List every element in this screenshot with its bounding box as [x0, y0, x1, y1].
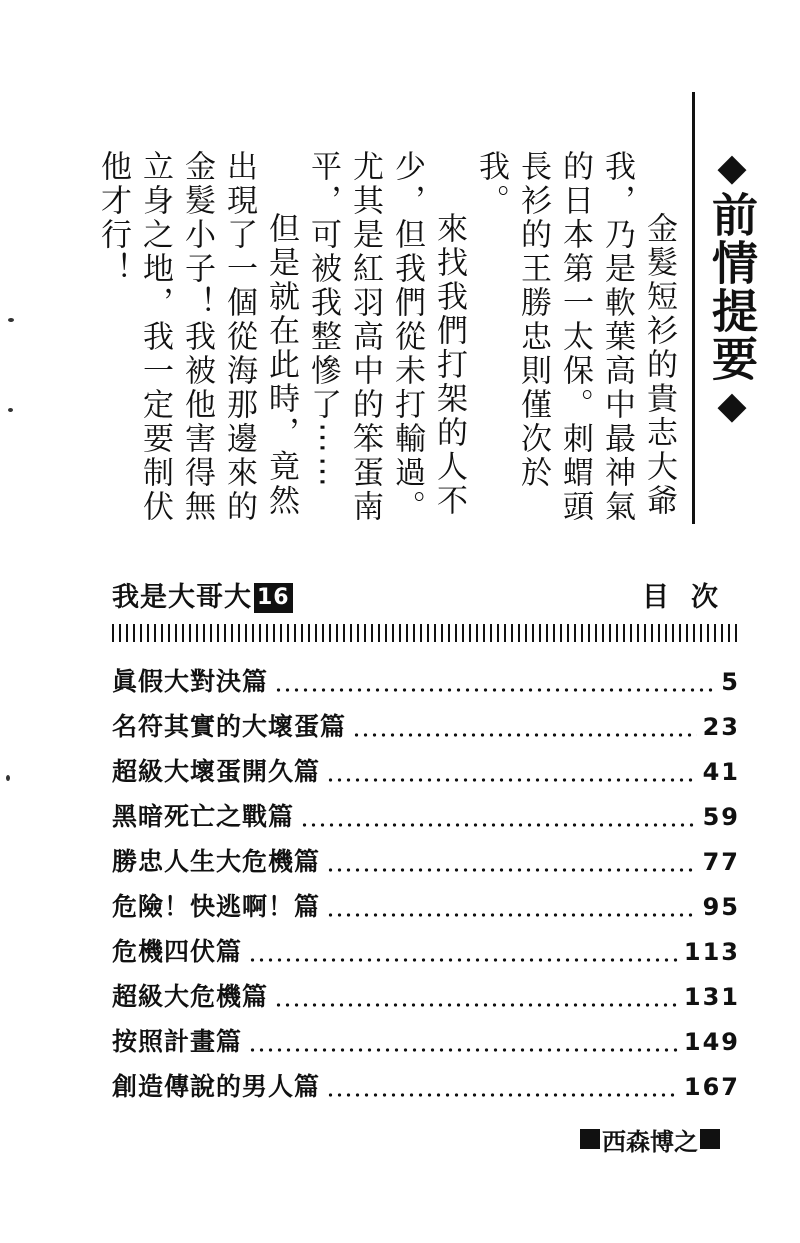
dot-leader: [300, 823, 697, 827]
toc-entry-title: 超級大壞蛋開久篇: [112, 757, 321, 786]
toc-entry-title: 勝忠人生大危機篇: [112, 847, 321, 876]
toc-entry[interactable]: [112, 977, 740, 1022]
synopsis-paragraph-2: 來找我們打架的人不少，但我們從未打輸過。尤其是紅羽高中的笨蛋南平，可被我整慘了⋯⋯: [305, 150, 467, 524]
synopsis-body: [95, 150, 680, 540]
toc-entry-title: 危險！快逃啊！篇: [112, 892, 321, 921]
toc-entry[interactable]: [112, 932, 740, 977]
toc-entry[interactable]: [112, 707, 740, 752]
synopsis-paragraph-1: 金髮短衫的貴志大爺我，乃是軟葉高中最神氣的日本第一太保。刺蝟頭長衫的王勝忠則僅次於我。: [473, 150, 677, 524]
toc-entry-page: 149: [683, 1028, 740, 1056]
synopsis-heading-text: 前情提要: [705, 191, 759, 383]
dot-leader: [248, 958, 678, 962]
series-title: [112, 575, 293, 614]
toc-entry[interactable]: [112, 842, 740, 887]
toc-entry-title: 危機四伏篇: [112, 937, 243, 966]
author-credit: [580, 1122, 720, 1156]
toc-entry-page: 167: [683, 1073, 740, 1101]
toc-entry-title: 眞假大對決篇: [112, 667, 269, 696]
toc-entry[interactable]: [112, 1022, 740, 1067]
toc-entry-title: 黑暗死亡之戰篇: [112, 802, 295, 831]
scan-speck: [8, 408, 13, 412]
toc-entry[interactable]: [112, 797, 740, 842]
hatched-divider: [112, 624, 740, 642]
toc-entry[interactable]: [112, 662, 740, 707]
black-square-icon: [580, 1129, 600, 1149]
synopsis-vertical-rule: [692, 92, 695, 524]
toc-header: [112, 575, 740, 615]
toc-entry-page: 131: [683, 983, 740, 1011]
dot-leader: [326, 778, 697, 782]
toc-entry-page: 23: [702, 713, 740, 741]
author-name: 西森博之: [602, 1127, 698, 1156]
black-square-icon: [700, 1129, 720, 1149]
volume-badge: 16: [254, 583, 293, 613]
toc-entry-page: 5: [721, 668, 740, 696]
dot-leader: [326, 1093, 678, 1097]
scan-speck: [6, 775, 10, 781]
toc-entry-page: 95: [702, 893, 740, 921]
toc-entry-page: 77: [702, 848, 740, 876]
toc-label: 目次: [642, 582, 740, 613]
dot-leader: [352, 733, 697, 737]
toc-entry-page: 59: [702, 803, 740, 831]
toc-entry[interactable]: [112, 1067, 740, 1112]
dot-leader: [326, 868, 697, 872]
toc-entry-title: 按照計畫篇: [112, 1027, 243, 1056]
toc-entry[interactable]: [112, 887, 740, 932]
scan-speck: [8, 318, 14, 322]
toc-entry[interactable]: [112, 752, 740, 797]
diamond-icon: ◆: [710, 383, 754, 429]
dot-leader: [326, 913, 697, 917]
dot-leader: [274, 688, 715, 692]
dot-leader: [248, 1048, 678, 1052]
toc-entry-title: 名符其實的大壞蛋篇: [112, 712, 347, 741]
toc-entry-title: 超級大危機篇: [112, 982, 269, 1011]
toc-entry-page: 41: [702, 758, 740, 786]
toc-entry-title: 創造傳說的男人篇: [112, 1072, 321, 1101]
toc-list: [112, 662, 740, 1112]
series-title-text: 我是大哥大: [112, 582, 252, 613]
toc-entry-page: 113: [683, 938, 740, 966]
synopsis-heading: [702, 145, 762, 429]
dot-leader: [274, 1003, 678, 1007]
synopsis-paragraph-3: 但是就在此時，竟然出現了一個從海那邊來的金髮小子！我被他害得無立身之地，我一定要制伏他才行！: [95, 150, 299, 524]
diamond-icon: ◆: [710, 145, 754, 191]
